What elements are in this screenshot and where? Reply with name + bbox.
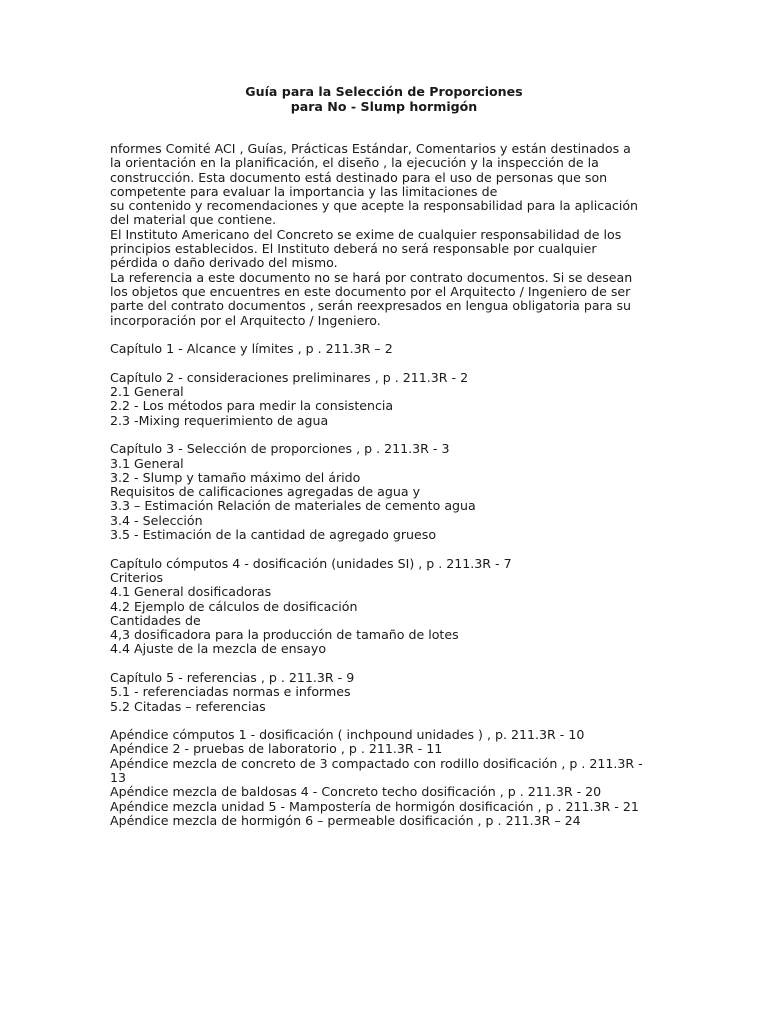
intro-line: la orientación en la planificación, el diseño , la ejecución y la inspección de la (110, 155, 599, 171)
toc-item: 3.2 - Slump y tamaño máximo del árido (110, 469, 361, 485)
intro-line: los objetos que encuentres en este documento por el Arquitecto / Ingeniero de ser (110, 283, 631, 299)
title-line-1: Guía para la Selección de Proporciones (245, 84, 523, 99)
document-title (110, 84, 658, 114)
toc-item: 2.2 - Los métodos para medir la consistencia (110, 398, 394, 414)
intro-line: pérdida o daño derivado del mismo. (110, 255, 338, 271)
toc-item: 4,3 dosificadora para la producción de tamaño de lotes (110, 627, 459, 643)
toc-appendices (110, 728, 658, 828)
intro-line: El Instituto Americano del Concreto se exime de cualquier responsabilidad de los (110, 226, 622, 242)
toc-item: Requisitos de calificaciones agregadas de agua y (110, 484, 421, 500)
toc-chapter-1 (110, 342, 658, 356)
toc-item: 2.1 General (110, 384, 184, 400)
toc-appendix: 13 (110, 770, 127, 786)
toc-item: 5.2 Citadas – referencias (110, 698, 266, 714)
toc-item: 3.4 - Selección (110, 512, 203, 528)
toc-heading: Capítulo cómputos 4 - dosificación (unidades SI) , p . 211.3R - 7 (110, 555, 512, 571)
toc-appendix: Apéndice 2 - pruebas de laboratorio , p . 211.3R - 11 (110, 741, 443, 757)
intro-line: su contenido y recomendaciones y que acepte la responsabilidad para la aplicación (110, 198, 639, 214)
toc-appendix: Apéndice mezcla unidad 5 - Mampostería de hormigón dosificación , p . 211.3R - 21 (110, 798, 639, 814)
toc-heading: Capítulo 2 - consideraciones preliminares , p . 211.3R - 2 (110, 369, 469, 385)
intro-line: incorporación por el Arquitecto / Ingeniero. (110, 312, 381, 328)
intro-line: parte del contrato documentos , serán reexpresados en lengua obligatoria para su (110, 298, 631, 314)
toc-appendix: Apéndice mezcla de baldosas 4 - Concreto techo dosificación , p . 211.3R - 20 (110, 784, 602, 800)
intro-line: nformes Comité ACI , Guías, Prácticas Estándar, Comentarios y están destinados a (110, 141, 631, 156)
intro-paragraph (110, 142, 658, 328)
toc-heading: Capítulo 1 - Alcance y límites , p . 211.3R – 2 (110, 341, 393, 357)
intro-line: competente para evaluar la importancia y las limitaciones de (110, 183, 498, 199)
toc-item: 4.4 Ajuste de la mezcla de ensayo (110, 641, 327, 657)
intro-line: principios establecidos. El Instituto deberá no será responsable por cualquier (110, 241, 597, 257)
toc-chapter-3 (110, 442, 658, 542)
toc-appendix: Apéndice mezcla de concreto de 3 compactado con rodillo dosificación , p . 211.3R - (110, 755, 643, 771)
toc-item: 5.1 - referenciadas normas e informes (110, 684, 351, 700)
toc-chapter-4 (110, 557, 658, 657)
toc-appendix: Apéndice cómputos 1 - dosificación ( inchpound unidades ) , p. 211.3R - 10 (110, 727, 585, 743)
toc-item: 4.2 Ejemplo de cálculos de dosificación (110, 598, 358, 614)
toc-appendix: Apéndice mezcla de hormigón 6 – permeable dosificación , p . 211.3R – 24 (110, 812, 581, 828)
toc-chapter-2 (110, 371, 658, 428)
document-page (110, 84, 658, 828)
toc-item: 3.3 – Estimación Relación de materiales de cemento agua (110, 498, 476, 514)
toc-item: 3.5 - Estimación de la cantidad de agregado grueso (110, 527, 437, 543)
intro-line: La referencia a este documento no se hará por contrato documentos. Si se desean (110, 269, 633, 285)
toc-heading: Capítulo 3 - Selección de proporciones , p . 211.3R - 3 (110, 441, 450, 457)
toc-item: 2.3 -Mixing requerimiento de agua (110, 412, 329, 428)
toc-heading: Capítulo 5 - referencias , p . 211.3R - 9 (110, 669, 355, 685)
title-line-2: para No - Slump hormigón (290, 99, 478, 114)
toc-item: 3.1 General (110, 455, 184, 471)
toc-item: 4.1 General dosificadoras (110, 584, 272, 600)
intro-line: construcción. Esta documento está destinado para el uso de personas que son (110, 169, 608, 185)
toc-chapter-5 (110, 671, 658, 714)
intro-line: del material que contiene. (110, 212, 277, 228)
toc-item: Criterios (110, 569, 164, 585)
toc-item: Cantidades de (110, 612, 201, 628)
